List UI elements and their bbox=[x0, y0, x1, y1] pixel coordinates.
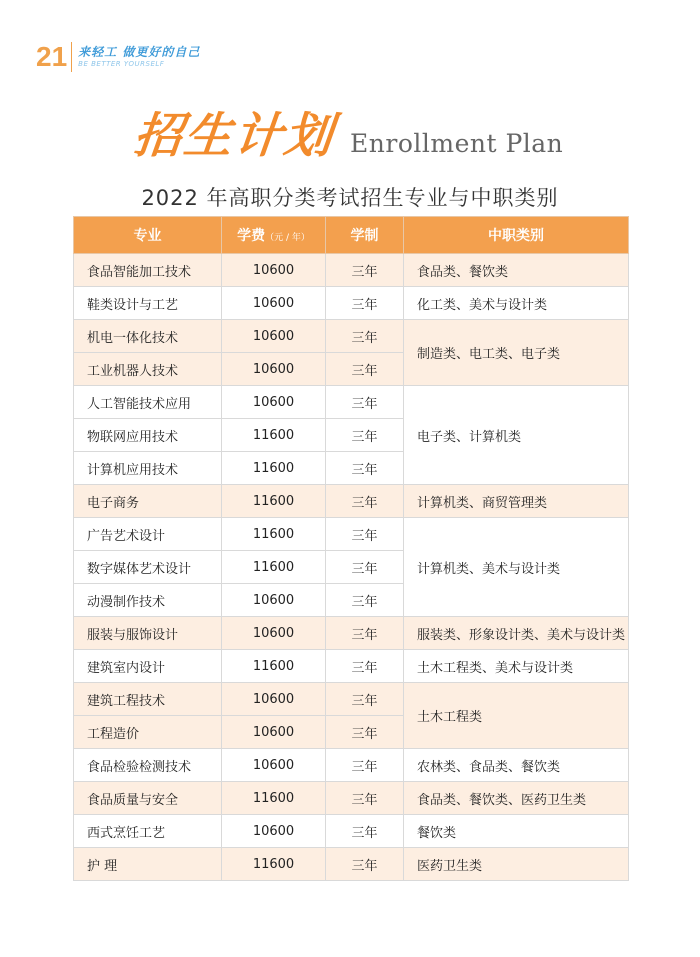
duration-cell: 三年 bbox=[326, 650, 404, 683]
duration-cell: 三年 bbox=[326, 848, 404, 881]
duration-cell: 三年 bbox=[326, 287, 404, 320]
slogan-en: BE BETTER YOURSELF bbox=[78, 60, 165, 68]
duration-cell: 三年 bbox=[326, 683, 404, 716]
category-cell: 食品类、餐饮类、医药卫生类 bbox=[404, 782, 629, 815]
table-row bbox=[74, 782, 629, 815]
duration-cell: 三年 bbox=[326, 815, 404, 848]
table-header-row bbox=[74, 217, 629, 254]
major-cell: 计算机应用技术 bbox=[74, 452, 222, 485]
header-tuition-label: 学费 bbox=[237, 228, 266, 244]
major-cell: 数字媒体艺术设计 bbox=[74, 551, 222, 584]
tuition-cell: 11600 bbox=[222, 518, 326, 551]
header-duration: 学制 bbox=[326, 217, 404, 254]
duration-cell: 三年 bbox=[326, 320, 404, 353]
major-cell: 服装与服饰设计 bbox=[74, 617, 222, 650]
major-cell: 工程造价 bbox=[74, 716, 222, 749]
tuition-cell: 10600 bbox=[222, 386, 326, 419]
tuition-cell: 10600 bbox=[222, 584, 326, 617]
major-cell: 广告艺术设计 bbox=[74, 518, 222, 551]
tuition-cell: 10600 bbox=[222, 617, 326, 650]
tuition-cell: 10600 bbox=[222, 683, 326, 716]
category-cell: 餐饮类 bbox=[404, 815, 629, 848]
duration-cell: 三年 bbox=[326, 617, 404, 650]
duration-cell: 三年 bbox=[326, 419, 404, 452]
category-cell: 土木工程类 bbox=[404, 683, 629, 749]
duration-cell: 三年 bbox=[326, 551, 404, 584]
major-cell: 物联网应用技术 bbox=[74, 419, 222, 452]
duration-cell: 三年 bbox=[326, 452, 404, 485]
major-cell: 西式烹饪工艺 bbox=[74, 815, 222, 848]
major-cell: 人工智能技术应用 bbox=[74, 386, 222, 419]
category-cell: 食品类、餐饮类 bbox=[404, 254, 629, 287]
table-row bbox=[74, 683, 629, 716]
tuition-cell: 11600 bbox=[222, 650, 326, 683]
title-en: Enrollment Plan bbox=[350, 129, 564, 158]
major-cell: 食品智能加工技术 bbox=[74, 254, 222, 287]
tuition-cell: 10600 bbox=[222, 716, 326, 749]
slogan-cn: 来轻工 做更好的自己 bbox=[78, 45, 201, 59]
category-cell: 农林类、食品类、餐饮类 bbox=[404, 749, 629, 782]
duration-cell: 三年 bbox=[326, 749, 404, 782]
tuition-cell: 11600 bbox=[222, 551, 326, 584]
major-cell: 食品检验检测技术 bbox=[74, 749, 222, 782]
tuition-cell: 10600 bbox=[222, 254, 326, 287]
major-cell: 机电一体化技术 bbox=[74, 320, 222, 353]
tuition-cell: 10600 bbox=[222, 320, 326, 353]
major-cell: 鞋类设计与工艺 bbox=[74, 287, 222, 320]
table-row bbox=[74, 815, 629, 848]
duration-cell: 三年 bbox=[326, 584, 404, 617]
page-title bbox=[131, 104, 564, 164]
page-header bbox=[36, 40, 200, 74]
table-row bbox=[74, 485, 629, 518]
category-cell: 制造类、电工类、电子类 bbox=[404, 320, 629, 386]
page-number: 21 bbox=[36, 41, 68, 72]
category-cell: 电子类、计算机类 bbox=[404, 386, 629, 485]
tuition-cell: 10600 bbox=[222, 749, 326, 782]
tuition-cell: 11600 bbox=[222, 848, 326, 881]
major-cell: 食品质量与安全 bbox=[74, 782, 222, 815]
tuition-cell: 11600 bbox=[222, 782, 326, 815]
category-cell: 化工类、美术与设计类 bbox=[404, 287, 629, 320]
duration-cell: 三年 bbox=[326, 485, 404, 518]
tuition-cell: 11600 bbox=[222, 485, 326, 518]
table-row bbox=[74, 650, 629, 683]
table-row bbox=[74, 287, 629, 320]
table-row bbox=[74, 386, 629, 419]
table-row bbox=[74, 320, 629, 353]
major-cell: 工业机器人技术 bbox=[74, 353, 222, 386]
table-row bbox=[74, 749, 629, 782]
duration-cell: 三年 bbox=[326, 782, 404, 815]
header-tuition bbox=[222, 217, 326, 254]
duration-cell: 三年 bbox=[326, 254, 404, 287]
duration-cell: 三年 bbox=[326, 716, 404, 749]
category-cell: 计算机类、商贸管理类 bbox=[404, 485, 629, 518]
category-cell: 计算机类、美术与设计类 bbox=[404, 518, 629, 617]
table-row bbox=[74, 518, 629, 551]
tuition-cell: 10600 bbox=[222, 815, 326, 848]
major-cell: 建筑室内设计 bbox=[74, 650, 222, 683]
duration-cell: 三年 bbox=[326, 518, 404, 551]
header-tuition-unit: （元 / 年） bbox=[265, 233, 310, 243]
category-cell: 医药卫生类 bbox=[404, 848, 629, 881]
major-cell: 动漫制作技术 bbox=[74, 584, 222, 617]
category-cell: 服装类、形象设计类、美术与设计类 bbox=[404, 617, 629, 650]
category-cell: 土木工程类、美术与设计类 bbox=[404, 650, 629, 683]
title-cn: 招生计划 bbox=[131, 108, 337, 164]
tuition-cell: 11600 bbox=[222, 452, 326, 485]
table-row bbox=[74, 848, 629, 881]
slogan bbox=[78, 45, 200, 69]
table-row bbox=[74, 617, 629, 650]
header-major: 专业 bbox=[74, 217, 222, 254]
major-cell: 电子商务 bbox=[74, 485, 222, 518]
table-caption: 2022 年高职分类考试招生专业与中职类别 bbox=[141, 186, 559, 210]
header-divider bbox=[71, 42, 72, 72]
table-row bbox=[74, 254, 629, 287]
tuition-cell: 10600 bbox=[222, 353, 326, 386]
enrollment-table bbox=[73, 216, 629, 881]
duration-cell: 三年 bbox=[326, 386, 404, 419]
major-cell: 护 理 bbox=[74, 848, 222, 881]
tuition-cell: 10600 bbox=[222, 287, 326, 320]
major-cell: 建筑工程技术 bbox=[74, 683, 222, 716]
duration-cell: 三年 bbox=[326, 353, 404, 386]
header-category: 中职类别 bbox=[404, 217, 629, 254]
tuition-cell: 11600 bbox=[222, 419, 326, 452]
